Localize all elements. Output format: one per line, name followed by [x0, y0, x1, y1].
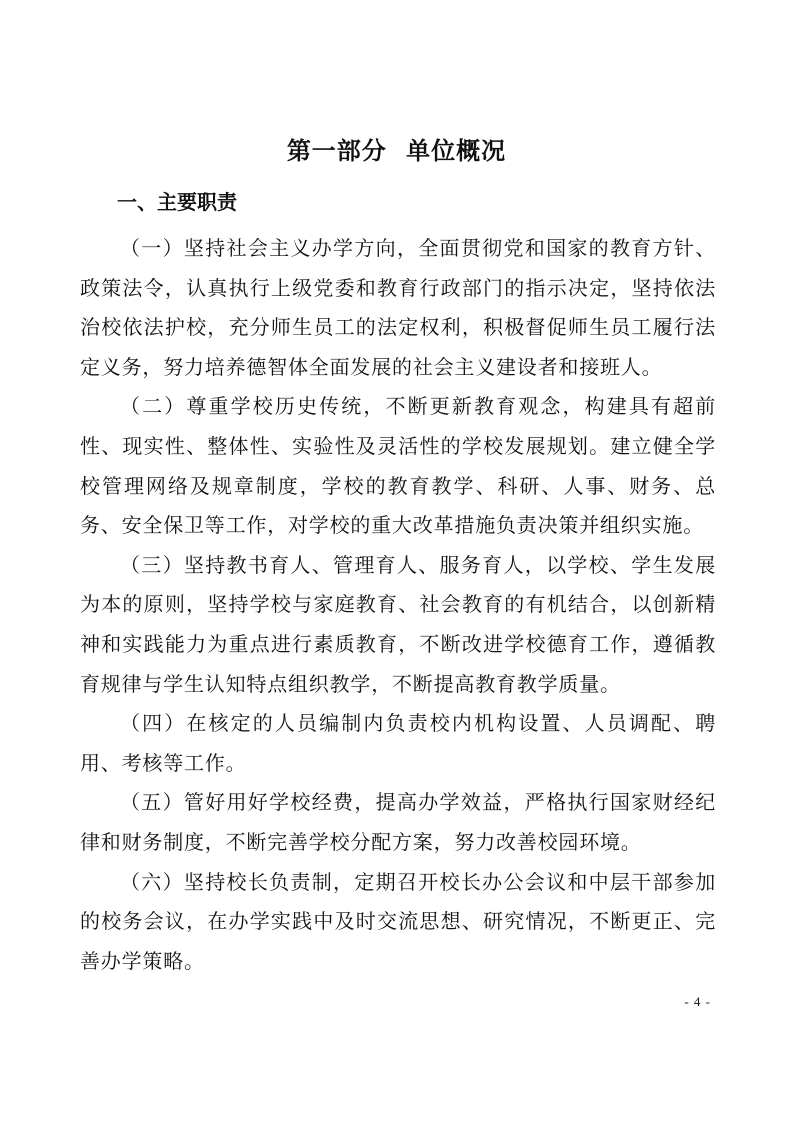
page-number: - 4 -	[684, 994, 711, 1009]
paragraph-1: （一）坚持社会主义办学方向，全面贯彻党和国家的教育方针、政策法令，认真执行上级党委和教育行政部门的指示决定，坚持依法治校依法护校，充分师生员工的法定权利，积极督促师生员工履行法定义务，努力培养德智体全面发展的社会主义建设者和接班人。	[80, 236, 716, 379]
paragraph-4: （四）在核定的人员编制内负责校内机构设置、人员调配、聘用、考核等工作。	[80, 711, 716, 775]
paragraph-6: （六）坚持校长负责制，定期召开校长办公会议和中层干部参加的校务会议，在办学实践中及时交流思想、研究情况，不断更正、完善办学策略。	[80, 869, 716, 973]
paragraph-5: （五）管好用好学校经费，提高办学效益，严格执行国家财经纪律和财务制度，不断完善学校分配方案，努力改善校园环境。	[80, 790, 716, 854]
section-heading: 一、主要职责	[117, 190, 237, 214]
body-text	[80, 229, 716, 981]
paragraph-2: （二）尊重学校历史传统，不断更新教育观念，构建具有超前性、现实性、整体性、实验性及灵活性的学校发展规划。建立健全学校管理网络及规章制度，学校的教育教学、科研、人事、财务、总务、安全保卫等工作，对学校的重大改革措施负责决策并组织实施。	[80, 394, 716, 538]
paragraph-3: （三）坚持教书育人、管理育人、服务育人，以学校、学生发展为本的原则，坚持学校与家庭教育、社会教育的有机结合，以创新精神和实践能力为重点进行素质教育，不断改进学校德育工作，遵循教育规律与学生认知特点组织教学，不断提高教育教学质量。	[80, 552, 716, 696]
page-title: 第一部分 单位概况	[286, 137, 507, 165]
